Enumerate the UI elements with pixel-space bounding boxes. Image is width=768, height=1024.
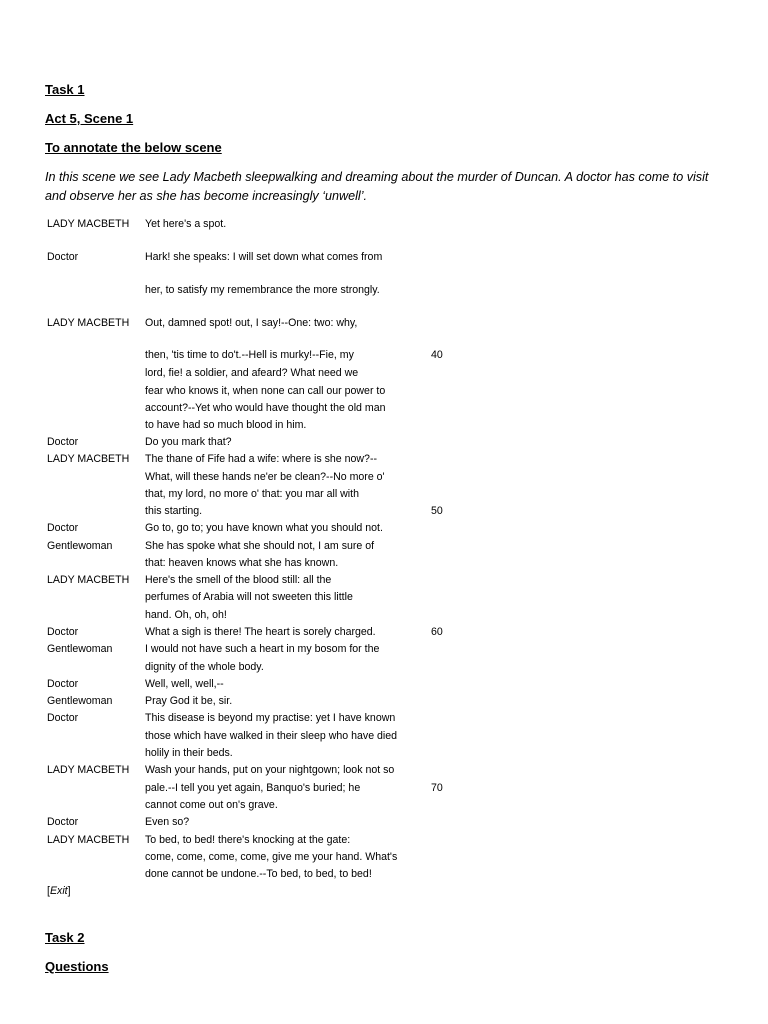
speaker-name: Doctor	[47, 522, 79, 534]
line-number: 60	[431, 626, 443, 638]
dialogue-text: to have had so much blood in him.	[145, 419, 307, 431]
dialogue-text: This disease is beyond my practise: yet I have known	[145, 712, 396, 724]
script-line	[0, 520, 768, 537]
speaker-name: Doctor	[47, 678, 79, 690]
script-line	[0, 641, 768, 658]
scene-intro: In this scene we see Lady Macbeth sleepwalking and dreaming about the murder of Duncan. A doctor has come to visit and observe her as she has become increasingly ‘unwell’.	[45, 170, 709, 203]
speaker-name: Doctor	[47, 251, 79, 263]
script-line	[0, 728, 768, 745]
line-number: 50	[431, 505, 443, 517]
speaker-name: LADY MACBETH	[47, 834, 130, 846]
speaker-name: Doctor	[47, 712, 79, 724]
dialogue-text: then, 'tis time to do't.--Hell is murky!--Fie, my	[145, 349, 354, 361]
dialogue-text: I would not have such a heart in my bosom for the	[145, 643, 380, 655]
script-line	[0, 417, 768, 434]
dialogue-text: account?--Yet who would have thought the old man	[145, 402, 386, 414]
dialogue-text: What, will these hands ne'er be clean?--No more o'	[145, 471, 385, 483]
script-line	[0, 659, 768, 676]
script-line	[0, 780, 768, 797]
speaker-name: LADY MACBETH	[47, 453, 130, 465]
task1-heading: Task 1	[45, 82, 85, 97]
dialogue-text: lord, fie! a soldier, and afeard? What need we	[145, 367, 359, 379]
speaker-name: LADY MACBETH	[47, 218, 130, 230]
dialogue-text: that: heaven knows what she has known.	[145, 557, 339, 569]
script-line	[0, 365, 768, 382]
dialogue-text: fear who knows it, when none can call our power to	[145, 385, 386, 397]
dialogue-text: Hark! she speaks: I will set down what comes from	[145, 251, 383, 263]
stage-direction-exit: [Exit]	[47, 885, 71, 897]
script-line	[0, 315, 768, 332]
script-line	[0, 383, 768, 400]
script-line	[0, 814, 768, 831]
dialogue-text: done cannot be undone.--To bed, to bed, to bed!	[145, 868, 372, 880]
dialogue-text: those which have walked in their sleep who have died	[145, 730, 398, 742]
dialogue-text: Pray God it be, sir.	[145, 695, 233, 707]
dialogue-text: pale.--I tell you yet again, Banquo's buried; he	[145, 782, 361, 794]
speaker-name: Doctor	[47, 816, 79, 828]
dialogue-text: Do you mark that?	[145, 436, 232, 448]
dialogue-text: Yet here's a spot.	[145, 218, 227, 230]
dialogue-text: this starting.	[145, 505, 203, 517]
dialogue-text: Here's the smell of the blood still: all the	[145, 574, 332, 586]
speaker-name: Gentlewoman	[47, 643, 113, 655]
dialogue-text: Even so?	[145, 816, 190, 828]
task2-heading: Task 2	[45, 930, 85, 945]
dialogue-text: dignity of the whole body.	[145, 661, 264, 673]
script-line	[0, 469, 768, 486]
script-line	[0, 538, 768, 555]
script-line	[0, 400, 768, 417]
script-line	[0, 710, 768, 727]
script-line	[0, 503, 768, 520]
speaker-name: Gentlewoman	[47, 695, 113, 707]
questions-heading: Questions	[45, 959, 109, 974]
speaker-name: Doctor	[47, 626, 79, 638]
script-line	[0, 676, 768, 693]
script-line	[0, 486, 768, 503]
dialogue-text: The thane of Fife had a wife: where is she now?--	[145, 453, 378, 465]
script-line	[0, 832, 768, 849]
script-line	[0, 607, 768, 624]
script-line	[0, 434, 768, 451]
speaker-name: LADY MACBETH	[47, 574, 130, 586]
dialogue-text: hand. Oh, oh, oh!	[145, 609, 227, 621]
speaker-name: Doctor	[47, 436, 79, 448]
instruction-heading: To annotate the below scene	[45, 140, 222, 155]
script-line	[0, 797, 768, 814]
script-line	[0, 624, 768, 641]
script-line	[0, 849, 768, 866]
script-line	[0, 249, 768, 266]
script-line	[0, 745, 768, 762]
dialogue-text: that, my lord, no more o' that: you mar all with	[145, 488, 359, 500]
script-line	[0, 555, 768, 572]
scene-heading: Act 5, Scene 1	[45, 111, 134, 126]
dialogue-text: holily in their beds.	[145, 747, 233, 759]
dialogue-text: perfumes of Arabia will not sweeten this little	[145, 591, 353, 603]
dialogue-text: her, to satisfy my remembrance the more strongly.	[145, 284, 380, 296]
dialogue-text: Wash your hands, put on your nightgown; look not so	[145, 764, 395, 776]
dialogue-text: What a sigh is there! The heart is sorely charged.	[145, 626, 376, 638]
script-line	[0, 693, 768, 710]
dialogue-text: To bed, to bed! there's knocking at the gate:	[145, 834, 351, 846]
dialogue-text: Out, damned spot! out, I say!--One: two: why,	[145, 317, 358, 329]
script-line	[0, 451, 768, 468]
speaker-name: LADY MACBETH	[47, 317, 130, 329]
dialogue-text: Well, well, well,--	[145, 678, 224, 690]
script-line	[0, 572, 768, 589]
dialogue-text: She has spoke what she should not, I am sure of	[145, 540, 375, 552]
dialogue-text: cannot come out on's grave.	[145, 799, 278, 811]
speaker-name: LADY MACBETH	[47, 764, 130, 776]
line-number: 70	[431, 782, 443, 794]
script-line	[0, 762, 768, 779]
script-line	[0, 866, 768, 883]
script-line	[0, 347, 768, 364]
speaker-name: Gentlewoman	[47, 540, 113, 552]
line-number: 40	[431, 349, 443, 361]
script-line	[0, 216, 768, 233]
script-line	[0, 589, 768, 606]
script-line	[0, 282, 768, 299]
dialogue-text: come, come, come, come, give me your hand. What's	[145, 851, 398, 863]
dialogue-text: Go to, go to; you have known what you should not.	[145, 522, 383, 534]
